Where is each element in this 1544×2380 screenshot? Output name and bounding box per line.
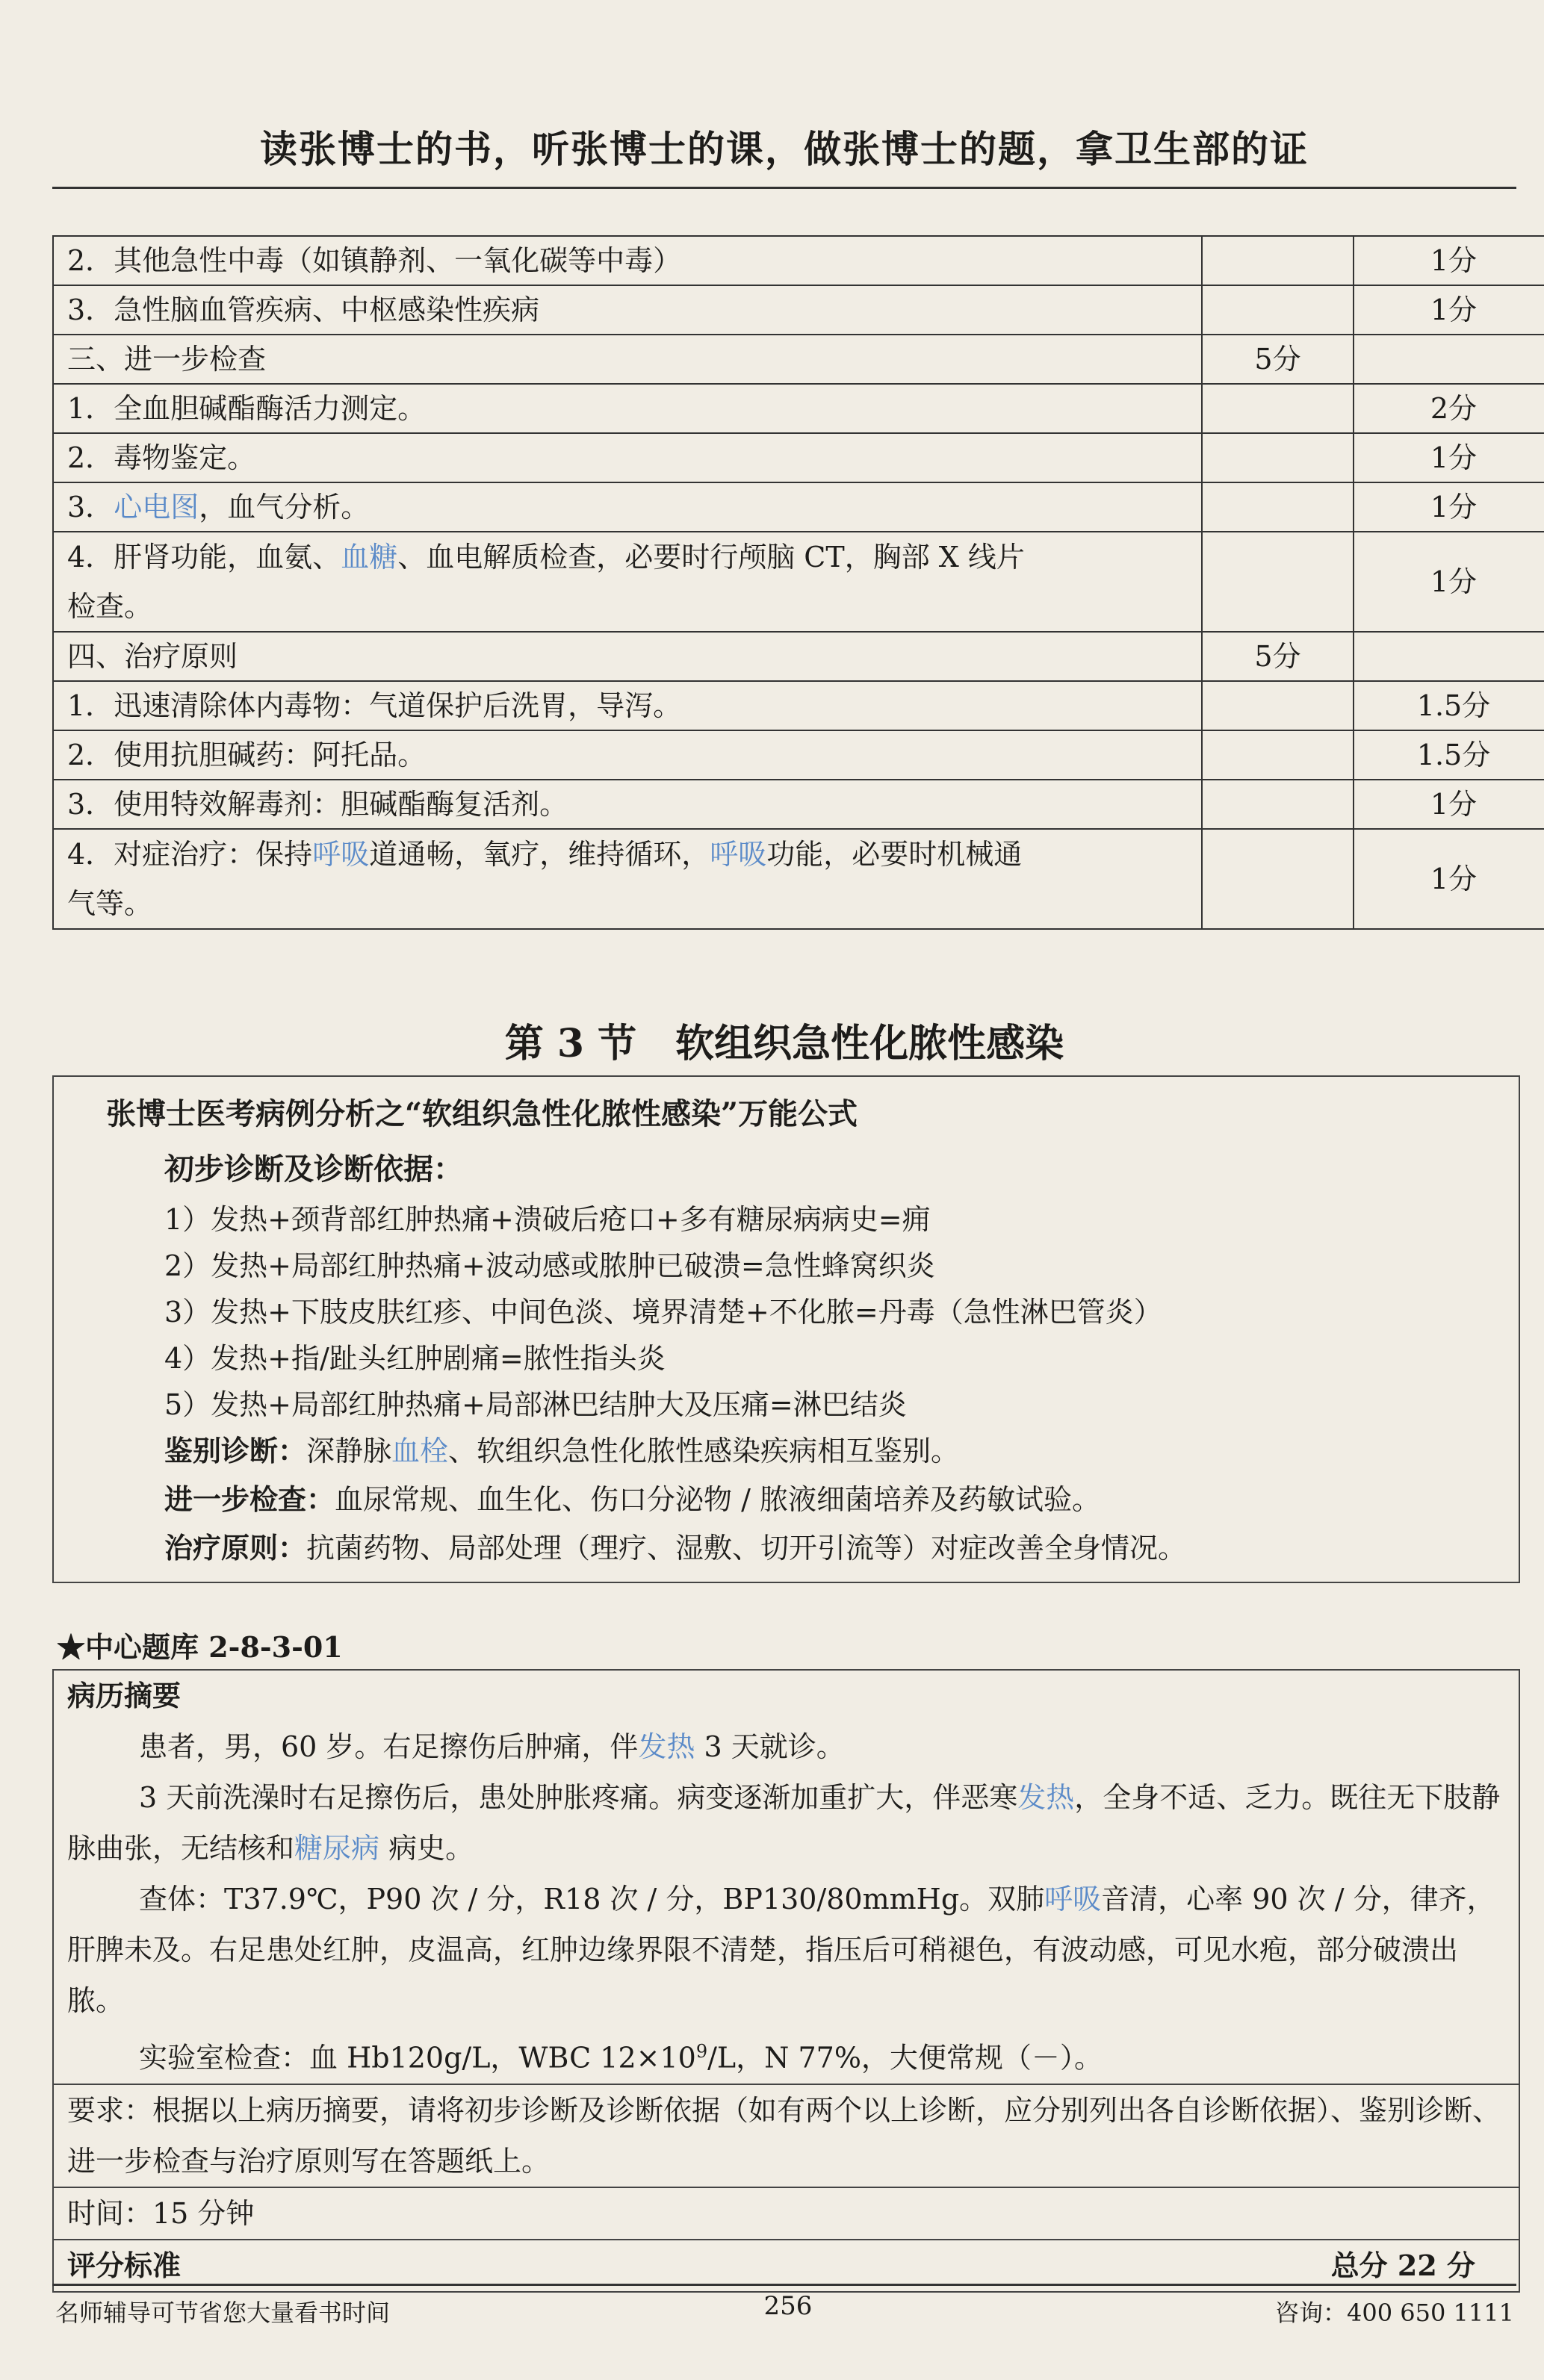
- section-score: [1202, 433, 1354, 482]
- item-score: 1分: [1354, 532, 1544, 632]
- diff-label: 鉴别诊断：: [164, 1434, 307, 1467]
- section-score: 5分: [1202, 335, 1354, 384]
- formula-diff: [164, 1428, 959, 1469]
- header-rule: [52, 187, 1516, 189]
- case-text-part: 3 天前洗澡时右足擦伤后，患处肿胀疼痛。病变逐渐加重扩大，伴恶寒: [139, 1781, 1018, 1814]
- case-time: [54, 2188, 1519, 2240]
- page-number: 256: [763, 2291, 813, 2321]
- formula-subtitle: 初步诊断及诊断依据：: [164, 1152, 463, 1187]
- formula-item: 5）发热+局部红肿热痛+局部淋巴结肿大及压痛=淋巴结炎: [164, 1388, 907, 1421]
- item-text-part: ，血气分析。: [199, 491, 370, 523]
- case-paragraph: [67, 2026, 1505, 2084]
- time-text: 时间：15 分钟: [67, 2196, 255, 2230]
- item-text-part: 、血电解质检查，必要时行颅脑 CT，胸部 X 线片: [397, 541, 1025, 574]
- table-row: [53, 285, 1544, 335]
- item-text-part: 4．肝肾功能，血氨、: [67, 541, 341, 574]
- table-row: [53, 532, 1544, 632]
- item-text: [53, 532, 1202, 632]
- term-link[interactable]: 发热: [1017, 1781, 1075, 1814]
- item-text: 3．使用特效解毒剂：胆碱酯酶复活剂。: [53, 780, 1202, 829]
- requirement-text: 要求：根据以上病历摘要，请将初步诊断及诊断依据（如有两个以上诊断，应分别列出各自诊断依据）、鉴别诊断、进一步检查与治疗原则写在答题纸上。: [67, 2093, 1501, 2178]
- table-row: [53, 632, 1544, 681]
- item-text: [53, 829, 1202, 929]
- section-score: [1202, 780, 1354, 829]
- table-row: [53, 236, 1544, 285]
- term-link[interactable]: 血栓: [391, 1435, 449, 1467]
- table-row: [53, 482, 1544, 532]
- section-score: [1202, 829, 1354, 929]
- case-text-part: 查体：T37.9℃，P90 次 / 分，R18 次 / 分，BP130/80mmHg。双肺: [139, 1883, 1045, 1916]
- section-score: [1202, 482, 1354, 532]
- item-score: 1分: [1354, 780, 1544, 829]
- term-link[interactable]: 心电图: [114, 491, 199, 523]
- case-paragraph: [67, 1874, 1505, 2026]
- case-text-part: 实验室检查：血 Hb120g/L，WBC 12×10: [139, 2041, 696, 2075]
- term-link[interactable]: 呼吸: [710, 838, 767, 871]
- item-score: 1分: [1354, 433, 1544, 482]
- item-text: [53, 482, 1202, 532]
- term-link[interactable]: 呼吸: [1044, 1883, 1102, 1916]
- page-header: 读张博士的书，听张博士的课，做张博士的题，拿卫生部的证: [260, 127, 1309, 171]
- item-text: 1．迅速清除体内毒物：气道保护后洗胃，导泻。: [53, 681, 1202, 730]
- item-text-part: 3．: [67, 491, 114, 523]
- table-row: [53, 730, 1544, 780]
- formula-box: [52, 1075, 1520, 1583]
- section-title: 第 3 节 软组织急性化脓性感染: [504, 1021, 1064, 1066]
- item-score: 1.5分: [1354, 681, 1544, 730]
- case-text-part: 音清，心率 90 次 / 分，律齐，肝脾未及。右足患处红肿，皮温高，红肿边缘界限不清楚，指压后可稍褪色，有波动感，可见水疱，部分破溃出脓。: [67, 1883, 1495, 2017]
- item-score: 1.5分: [1354, 730, 1544, 780]
- item-text: 3．急性脑血管疾病、中枢感染性疾病: [53, 285, 1202, 335]
- case-text-part: ，全身不适、乏力。既往无下肢静脉曲张，无结核和: [67, 1781, 1501, 1865]
- item-text: 三、进一步检查: [53, 335, 1202, 384]
- item-text: 2．其他急性中毒（如镇静剂、一氧化碳等中毒）: [53, 236, 1202, 285]
- item-text: 四、治疗原则: [53, 632, 1202, 681]
- exam-text: 血尿常规、血生化、伤口分泌物 / 脓液细菌培养及药敏试验。: [335, 1483, 1100, 1516]
- case-text-part: /L，N 77%，大便常规（－）。: [707, 2041, 1103, 2075]
- item-text-part: 4．对症治疗：保持: [67, 838, 313, 871]
- superscript: 9: [695, 2041, 708, 2062]
- section-score: [1202, 681, 1354, 730]
- treat-text: 抗菌药物、局部处理（理疗、湿敷、切开引流等）对症改善全身情况。: [306, 1532, 1187, 1565]
- section-score: [1202, 285, 1354, 335]
- formula-item: 3）发热+下肢皮肤红疹、中间色淡、境界清楚+不化脓=丹毒（急性淋巴管炎）: [164, 1296, 1162, 1329]
- item-text-part: 气等。: [67, 887, 153, 920]
- item-score: [1354, 632, 1544, 681]
- question-bank-label: ★中心题库 2-8-3-01: [57, 1630, 343, 1664]
- item-score: 1分: [1354, 236, 1544, 285]
- item-score: [1354, 335, 1544, 384]
- case-text-part: 患者，男，60 岁。右足擦伤后肿痛，伴: [139, 1730, 639, 1763]
- formula-title: 张博士医考病例分析之“软组织急性化脓性感染”万能公式: [106, 1096, 858, 1131]
- formula-item: 1）发热+颈背部红肿热痛+溃破后疮口+多有糖尿病病史=痈: [164, 1203, 931, 1236]
- item-text: 2．毒物鉴定。: [53, 433, 1202, 482]
- footer-contact: 咨询：400 650 1111: [1275, 2299, 1514, 2327]
- section-score: [1202, 384, 1354, 433]
- item-score: 2分: [1354, 384, 1544, 433]
- formula-treat: [164, 1525, 1186, 1566]
- exam-label: 进一步检查：: [164, 1482, 335, 1516]
- term-link[interactable]: 糖尿病: [294, 1832, 380, 1865]
- summary-label: 病历摘要: [67, 1679, 182, 1712]
- treat-label: 治疗原则：: [164, 1531, 307, 1565]
- score-table: [52, 235, 1544, 930]
- term-link[interactable]: 呼吸: [312, 838, 370, 871]
- diff-text: 、软组织急性化脓性感染疾病相互鉴别。: [448, 1435, 960, 1467]
- total-score: 总分 22 分: [1330, 2248, 1475, 2282]
- term-link[interactable]: 发热: [638, 1730, 695, 1763]
- table-row: [53, 780, 1544, 829]
- item-score: 1分: [1354, 285, 1544, 335]
- item-text-part: 功能，必要时机械通: [766, 838, 1023, 871]
- item-text-part: 检查。: [67, 590, 153, 623]
- case-table: [52, 1669, 1520, 2293]
- footer-rule: [52, 2284, 1516, 2286]
- section-score: [1202, 532, 1354, 632]
- formula-item: 4）发热+指/趾头红肿剧痛=脓性指头炎: [164, 1342, 666, 1375]
- table-row: [53, 681, 1544, 730]
- criteria-label: 评分标准: [67, 2248, 182, 2282]
- table-row: [53, 335, 1544, 384]
- section-score: [1202, 236, 1354, 285]
- case-text-part: 3 天就诊。: [695, 1730, 845, 1763]
- footer-slogan: 名师辅导可节省您大量看书时间: [55, 2299, 391, 2327]
- formula-exam: [164, 1476, 1100, 1517]
- section-score: 5分: [1202, 632, 1354, 681]
- table-row: [53, 433, 1544, 482]
- section-score: [1202, 730, 1354, 780]
- diff-text: 深静脉: [306, 1435, 392, 1467]
- item-score: 1分: [1354, 482, 1544, 532]
- item-text: 2．使用抗胆碱药：阿托品。: [53, 730, 1202, 780]
- case-text-part: 病史。: [379, 1832, 474, 1865]
- case-paragraph: [67, 1772, 1505, 1874]
- item-text-part: 道通畅，氧疗，维持循环，: [369, 838, 710, 871]
- item-text: 1．全血胆碱酯酶活力测定。: [53, 384, 1202, 433]
- table-row: [53, 829, 1544, 929]
- item-score: 1分: [1354, 829, 1544, 929]
- formula-item: 2）发热+局部红肿热痛+波动感或脓肿已破溃=急性蜂窝织炎: [164, 1249, 935, 1282]
- case-summary: [54, 1671, 1519, 2085]
- term-link[interactable]: 血糖: [341, 541, 398, 574]
- case-requirement: [54, 2085, 1519, 2188]
- case-paragraph: [67, 1721, 1505, 1772]
- table-row: [53, 384, 1544, 433]
